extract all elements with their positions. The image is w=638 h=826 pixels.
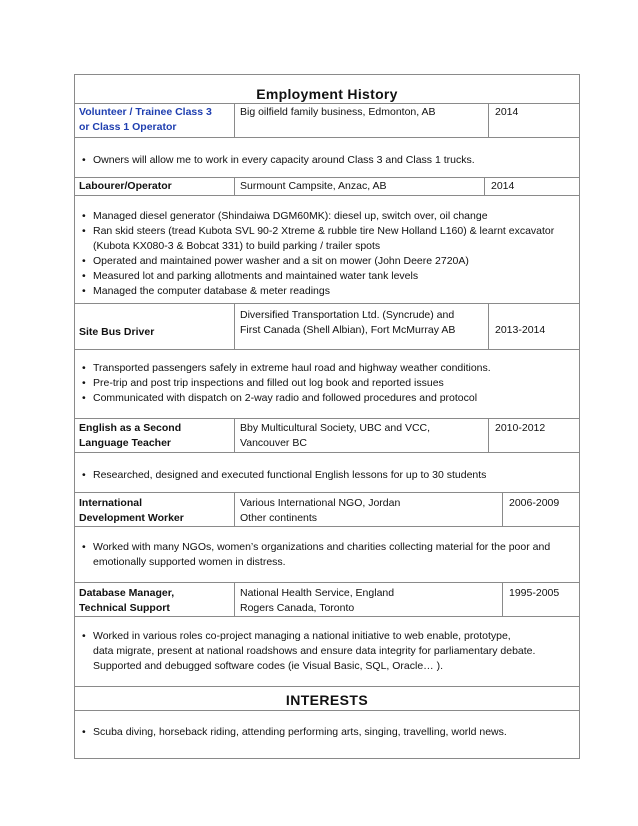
job-organization — [235, 104, 489, 137]
job-bullet: • Worked with many NGOs, women’s organizations and charities collecting material for the poor and — [79, 540, 575, 555]
job-role — [75, 304, 235, 349]
job-role — [75, 419, 235, 452]
job-header-row — [74, 104, 580, 138]
job-org-line: First Canada (Shell Albian), Fort McMurray AB — [240, 324, 456, 336]
job-role-line: Volunteer / Trainee Class 3 — [79, 106, 212, 118]
job-role-line: or Class 1 Operator — [79, 121, 177, 133]
job-role — [75, 583, 235, 616]
job-dates: 2014 — [495, 106, 519, 118]
job-description — [74, 617, 580, 687]
continuation-text: data migrate, present at national roadshows and ensure data integrity for parliamentary debate. — [93, 645, 536, 657]
interests-header — [74, 687, 580, 711]
job-role-line: Labourer/Operator — [79, 180, 172, 192]
job-organization — [235, 583, 503, 616]
employment-history-title: Employment History — [256, 86, 398, 102]
job-bullet: • Owners will allow me to work in every capacity around Class 3 and Class 1 trucks. — [79, 153, 575, 168]
job-bullet: • Transported passengers safely in extreme haul road and highway weather conditions. — [79, 361, 575, 376]
job-bullet: • Measured lot and parking allotments and maintained water tank levels — [79, 269, 575, 284]
job-org-line: Big oilfield family business, Edmonton, AB — [240, 106, 436, 118]
job-organization — [235, 419, 489, 452]
job-bullet-continuation — [79, 644, 575, 659]
job-org-line: National Health Service, England — [240, 587, 395, 599]
continuation-text: emotionally supported women in distress. — [93, 556, 286, 568]
interests-title: INTERESTS — [285, 692, 369, 708]
job-role — [75, 104, 235, 137]
job-org-line: Diversified Transportation Ltd. (Syncrude) and — [240, 309, 455, 321]
job-role-line: Development Worker — [79, 512, 184, 524]
job-org-line: Vancouver BC — [240, 437, 307, 449]
job-dates: 2013-2014 — [495, 324, 546, 336]
job-role-line: Language Teacher — [79, 437, 171, 449]
continuation-text: Supported and debugged software codes (ie Visual Basic, SQL, Oracle… ). — [93, 660, 444, 672]
employment-history-header — [74, 74, 580, 104]
job-organization — [235, 493, 503, 526]
job-bullet: • Operated and maintained power washer and a sit on mower (John Deere 2720A) — [79, 254, 575, 269]
job-header-row — [74, 304, 580, 350]
job-bullet: • Worked in various roles co-project managing a national initiative to web enable, prototype, — [79, 629, 575, 644]
job-header-row — [74, 493, 580, 527]
job-organization — [235, 304, 489, 349]
job-description — [74, 527, 580, 583]
job-description — [74, 138, 580, 178]
job-role-line: Site Bus Driver — [79, 326, 155, 338]
job-header-row — [74, 583, 580, 617]
job-bullet: • Ran skid steers (tread Kubota SVL 90-2 Xtreme & rubble tire New Holland L160) & learnt excavator — [79, 224, 575, 239]
job-description — [74, 196, 580, 304]
job-description — [74, 350, 580, 419]
job-organization — [235, 178, 485, 195]
job-bullet: • Researched, designed and executed functional English lessons for up to 30 students — [79, 468, 575, 483]
job-role — [75, 178, 235, 195]
job-header-row — [74, 178, 580, 196]
job-bullet-continuation — [79, 239, 575, 254]
interests-bullet: • Scuba diving, horseback riding, attending performing arts, singing, travelling, world news. — [79, 725, 575, 740]
interests-description — [74, 711, 580, 759]
job-bullet: • Managed the computer database & meter readings — [79, 284, 575, 299]
job-bullet: • Pre-trip and post trip inspections and filled out log book and reported issues — [79, 376, 575, 391]
job-org-line: Bby Multicultural Society, UBC and VCC, — [240, 422, 431, 434]
resume-document — [74, 74, 580, 759]
job-org-line: Surmount Campsite, Anzac, AB — [240, 180, 387, 192]
job-description — [74, 453, 580, 493]
job-bullet: • Communicated with dispatch on 2-way radio and followed procedures and protocol — [79, 391, 575, 406]
job-dates: 1995-2005 — [509, 587, 560, 599]
job-org-line: Other continents — [240, 512, 318, 524]
job-bullet-continuation — [79, 659, 575, 674]
job-dates: 2010-2012 — [495, 422, 546, 434]
job-role-line: Technical Support — [79, 602, 170, 614]
job-dates: 2006-2009 — [509, 497, 560, 509]
job-role-line: International — [79, 497, 143, 509]
job-role-line: English as a Second — [79, 422, 182, 434]
job-header-row — [74, 419, 580, 453]
job-role — [75, 493, 235, 526]
job-org-line: Rogers Canada, Toronto — [240, 602, 355, 614]
job-bullet-continuation — [79, 555, 575, 570]
job-bullet: • Managed diesel generator (Shindaiwa DGM60MK): diesel up, switch over, oil change — [79, 209, 575, 224]
job-org-line: Various International NGO, Jordan — [240, 497, 401, 509]
job-dates: 2014 — [491, 180, 515, 192]
continuation-text: (Kubota KX080-3 & Bobcat 331) to build parking / trailer spots — [93, 240, 381, 252]
job-role-line: Database Manager, — [79, 587, 175, 599]
